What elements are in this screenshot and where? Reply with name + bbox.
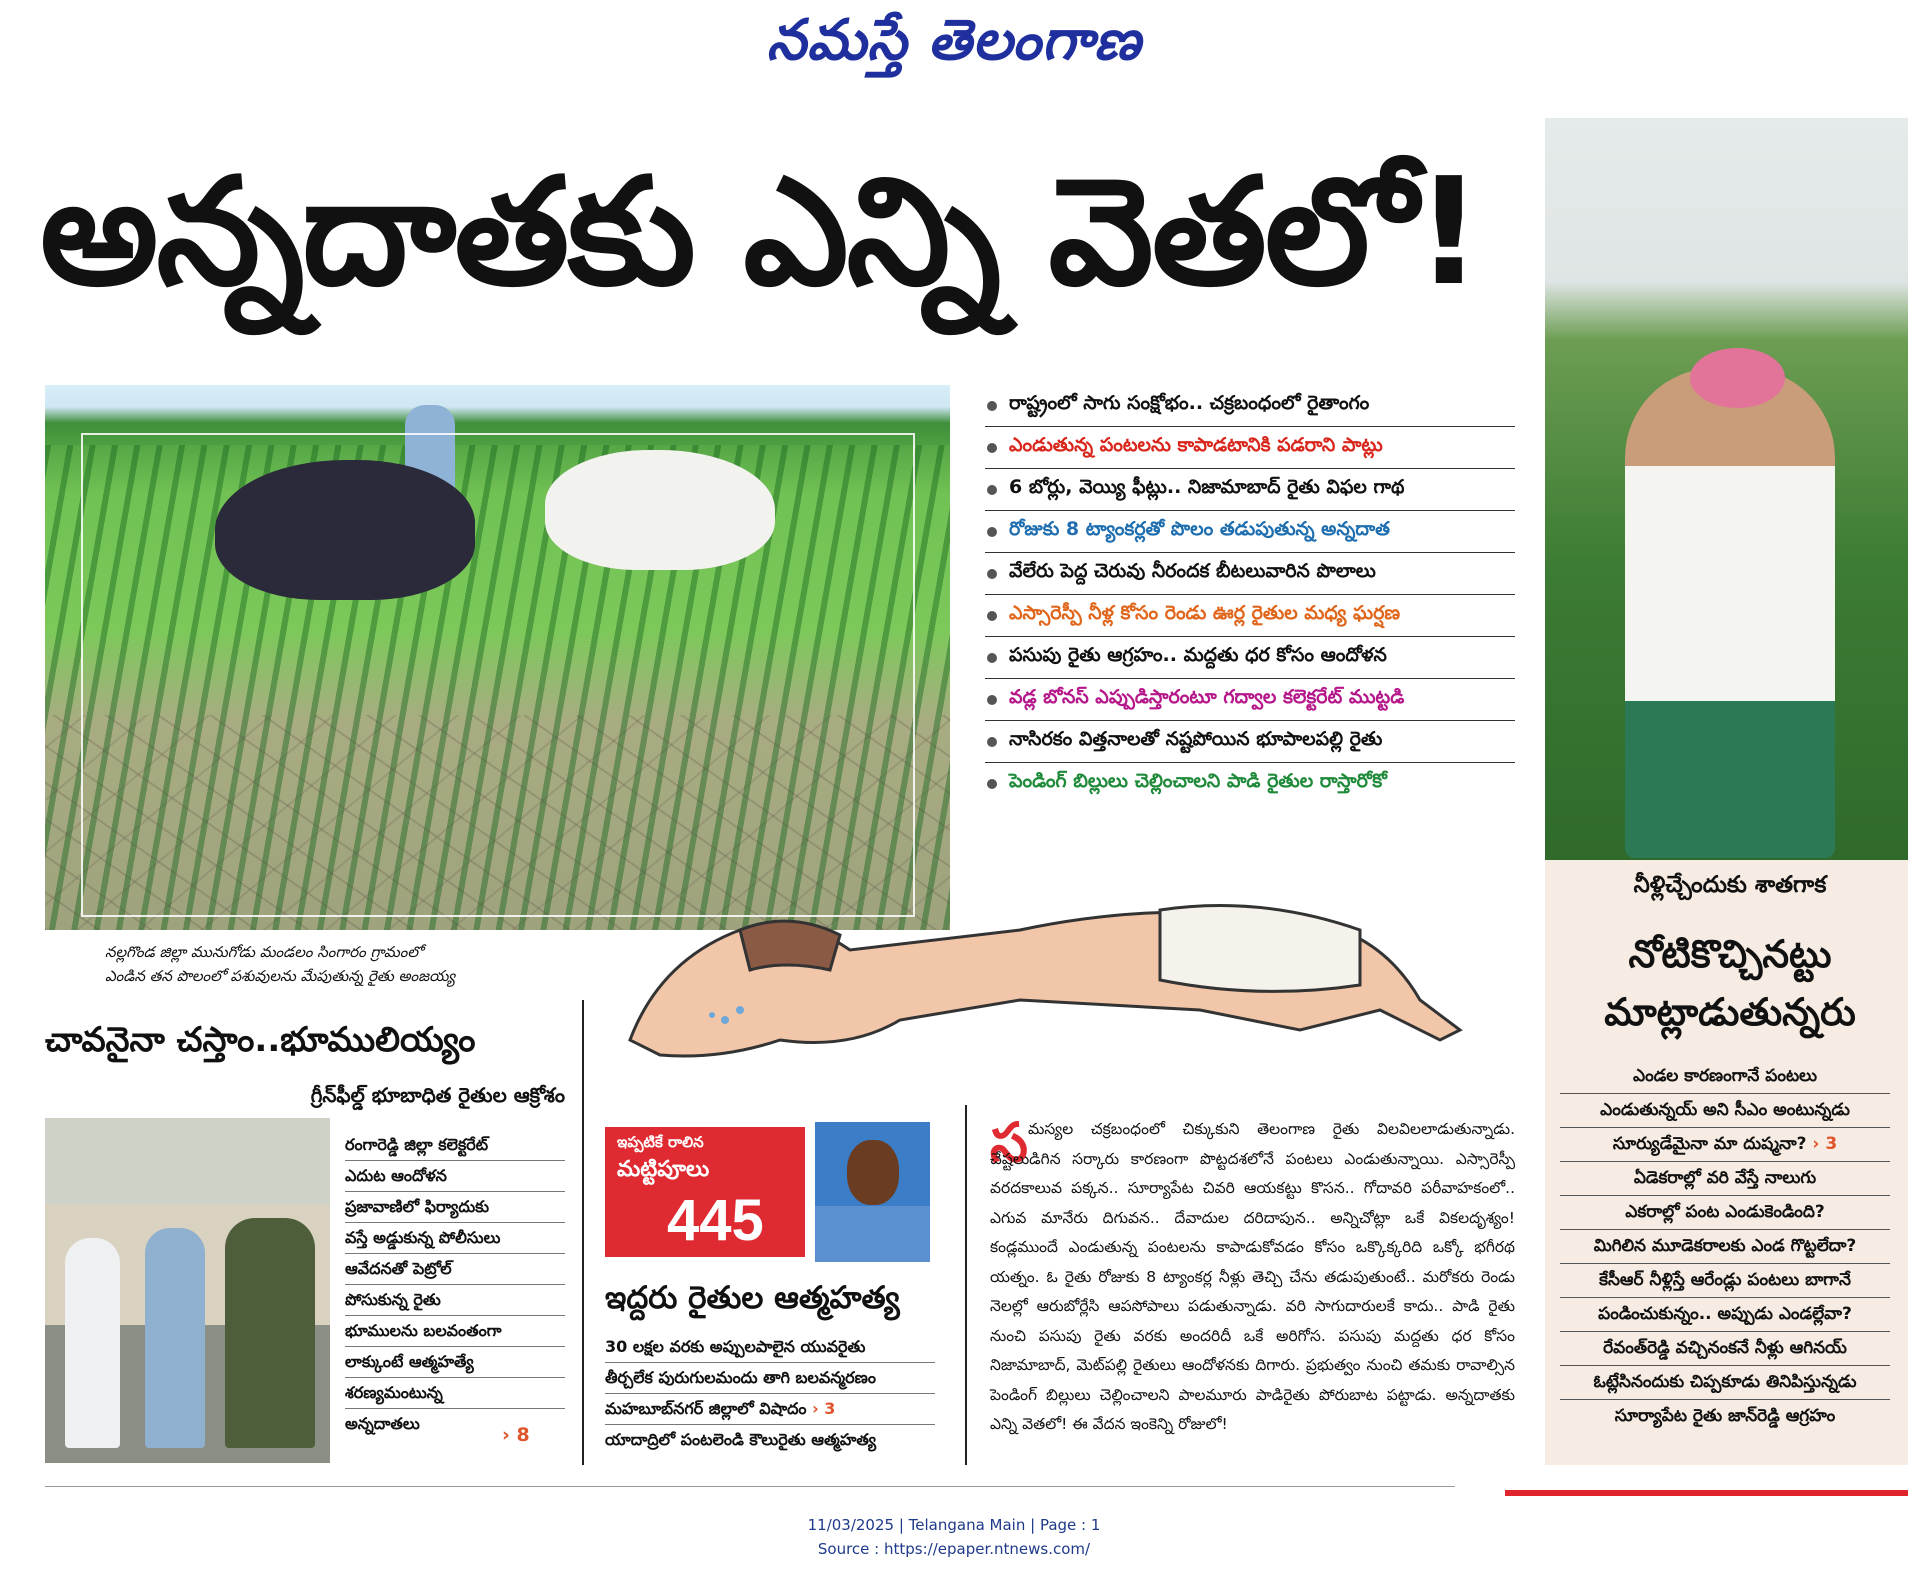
bullet-item: రోజుకు 8 ట్యాంకర్లతో పొలం తడుపుతున్న అన్నదాత [985, 511, 1515, 553]
story-line: ఎండల కారణంగానే పంటలు [1560, 1060, 1890, 1094]
newspaper-logo: నమస్తే తెలంగాణ [766, 8, 1142, 73]
drop-cap: స [990, 1111, 1028, 1174]
bullet-dot-icon [987, 695, 997, 705]
story-line: 30 లక్షల వరకు అప్పులపాలైన యువరైతు [605, 1332, 935, 1363]
bullet-item: ఎస్సారెస్పీ నీళ్ల కోసం రెండు ఊర్ల రైతుల మధ్య ఘర్షణ [985, 595, 1515, 637]
story-line: ప్రజావాణిలో ఫిర్యాదుకు [345, 1192, 565, 1223]
bullet-item: 6 బోర్లు, వెయ్యి ఫీట్లు.. నిజామాబాద్ రైతు విఫల గాథ [985, 469, 1515, 511]
farmer-cartoon-illustration [600, 890, 1500, 1070]
bullet-item: రాష్ట్రంలో సాగు సంక్షోభం.. చక్రబంధంలో రైతాంగం [985, 385, 1515, 427]
page-ref-link[interactable]: › 3 [1812, 1134, 1838, 1154]
story-line: ఏడెకరాల్లో వరి వేస్తే నాలుగు [1560, 1162, 1890, 1196]
bullet-item: ఎండుతున్న పంటలను కాపాడటానికి పడరాని పాట్లు [985, 427, 1515, 469]
bullet-dot-icon [987, 569, 997, 579]
bullet-item: పసుపు రైతు ఆగ్రహం.. మద్దతు ధర కోసం ఆందోళన [985, 637, 1515, 679]
story-line: పండించుకున్నం.. అప్పుడు ఎండల్లేవా? [1560, 1298, 1890, 1332]
story-line: ఎదుట ఆందోళన [345, 1161, 565, 1192]
bullet-dot-icon [987, 443, 997, 453]
right-story-points [1560, 1060, 1890, 1433]
left-story-subhead: గ్రీన్‌ఫీల్డ్ భూబాధిత రైతుల ఆక్రోశం [310, 1083, 565, 1107]
page-info: 11/03/2025 | Telangana Main | Page : 1 [807, 1516, 1101, 1534]
story-line: సూర్యుడేమైనా మా దుష్మనా? › 3 [1560, 1128, 1890, 1162]
page-ref-link[interactable]: › 3 [812, 1399, 836, 1418]
protest-photo [45, 1118, 330, 1463]
bullet-dot-icon [987, 653, 997, 663]
story-line: అన్నదాతలు [345, 1414, 420, 1433]
main-headline: అన్నదాతకు ఎన్ని వెతలో! [40, 146, 1481, 318]
right-story-kicker: నీళ్లిచ్చేందుకు శాతగాక [1633, 872, 1827, 898]
story-line: ఎకరాల్లో పంట ఎండుకెండింది? [1560, 1196, 1890, 1230]
footer-accent-rule [1505, 1490, 1908, 1496]
photo-caption [105, 940, 535, 988]
story-line: కేసీఆర్ నీళ్లిస్తే ఆరేండ్లు పంటలు బాగానే [1560, 1264, 1890, 1298]
lead-article-body: మస్యల చక్రబంధంలో చిక్కుకుని తెలంగాణ రైతు విలవిలలాడుతున్నాడు. చేష్టలుడిగిన సర్కారు కారణంగా పొట్టదశలోనే పంటలు ఎండుతున్నాయి. ఎస్సారెస్పీ వరదకాలువ పక్కన.. సూర్యాపేట చివరి ఆయకట్టు కొసన.. గోదావరి పరీవాహకంలో.. ఎగువ మానేరు దిగువన.. దేవాదుల దరిదాపున.. అన్నిచోట్లా ఒకే వికలదృశ్యం! కండ్లముందే ఎండుతున్న పంటలను కాపాడుకోవడం కోసం ఒక్కొక్కరిది ఒక్కో భగీరథ యత్నం. ఓ రైతు రోజుకు 8 ట్యాంకర్ల నీళ్లు తెచ్చి చేను తడుపుతుంటే.. మరోకరు రెండు నెలల్లో ఆరుబోర్లేసి ఆపసోపాలు పడుతున్నాడు. వరి సాగుదారులకే కాదు.. పాడి రైతు నుంచి పసుపు రైతు వరకు అందరిదీ ఒకే అరిగోస. పసుపు మద్దతు ధర కోసం నిజామాబాద్, మెట్‌పల్లి రైతులు ఆందోళనకు దిగారు. ప్రభుత్వం నుంచి తమకు రావాల్సిన పెండింగ్ బిల్లులు చెల్లించాలని పాలమూరు పాడిరైతు పోరుబాట పట్టాడు. అన్నదాతకు ఎన్ని వెతలో! ఈ వేదన ఇంకెన్ని రోజులో! [990, 1120, 1515, 1433]
farmer-portrait-photo [1545, 118, 1908, 860]
story-line: యాదాద్రిలో పంటలెండి కౌలురైతు ఆత్మహత్య [605, 1430, 877, 1449]
footer-rule [45, 1486, 1455, 1487]
bullet-dot-icon [987, 737, 997, 747]
story-line: లాక్కుంటే ఆత్మహత్యే [345, 1347, 565, 1378]
story-line: శరణ్యమంటున్న [345, 1378, 565, 1409]
story-line: మహబూబ్‌నగర్ జిల్లాలో విషాదం › 3 [605, 1394, 935, 1425]
story-line: మిగిలిన మూడెకరాలకు ఎండ గొట్టలేదా? [1560, 1230, 1890, 1264]
bullet-dot-icon [987, 401, 997, 411]
caption-line: ఎండిన తన పొలంలో పశువులను మేపుతున్న రైతు అంజయ్య [105, 967, 456, 985]
bullet-item: వేలేరు పెద్ద చెరువు నీరందక బీటలువారిన పొలాలు [985, 553, 1515, 595]
bullet-dot-icon [987, 527, 997, 537]
page-ref-link[interactable]: › 8 [502, 1424, 530, 1446]
suicide-count: 445 [667, 1188, 764, 1253]
caption-line: నల్లగొండ జిల్లా మునుగోడు మండలం సింగారం గ్రామంలో [105, 943, 423, 961]
story-line: ఆవేదనతో పెట్రోల్ [345, 1254, 565, 1285]
story-line: పోసుకున్న రైతు [345, 1285, 565, 1316]
column-divider [582, 1000, 584, 1465]
story-line: సూర్యాపేట రైతు జాన్‌రెడ్డి ఆగ్రహం [1614, 1406, 1836, 1426]
story-line: తీర్చలేక పురుగులమందు తాగి బలవన్మరణం [605, 1363, 935, 1394]
story-line: రేవంత్‌రెడ్డి వచ్చినంకనే నీళ్లు ఆగినయ్ [1560, 1332, 1890, 1366]
suicide-count-box: ఇప్పటికే రాలిన మట్టిపూలు 445 [605, 1127, 805, 1257]
bullet-dot-icon [987, 485, 997, 495]
bullet-item: పెండింగ్ బిల్లులు చెల్లించాలని పాడి రైతుల రాస్తారోకో [985, 763, 1515, 804]
bullet-dot-icon [987, 611, 997, 621]
source-link[interactable]: Source : https://epaper.ntnews.com/ [817, 1540, 1091, 1558]
bullet-item: వడ్ల బోనస్ ఎప్పుడిస్తారంటూ గద్వాల కలెక్టరేట్ ముట్టడి [985, 679, 1515, 721]
main-photo-field-cattle [45, 385, 950, 930]
right-story-headline: నోటికొచ్చినట్టు మాట్లాడుతున్నరు [1604, 932, 1856, 1034]
story-line: భూములను బలవంతంగా [345, 1316, 565, 1347]
column-divider [965, 1105, 967, 1465]
story-line: ఓట్లేసినందుకు చిప్పకూడు తినిపిస్తున్నడు [1560, 1366, 1890, 1400]
left-story-headline: చావనైనా చస్తాం..భూములియ్యం [45, 1020, 476, 1060]
suicide-story-headline: ఇద్దరు రైతుల ఆత్మహత్య [605, 1280, 900, 1316]
bullet-item: నాసిరకం విత్తనాలతో నష్టపోయిన భూపాలపల్లి రైతు [985, 721, 1515, 763]
left-story-points [345, 1130, 565, 1439]
story-line: రంగారెడ్డి జిల్లా కలెక్టరేట్ [345, 1130, 565, 1161]
story-line: వస్తే అడ్డుకున్న పోలీసులు [345, 1223, 565, 1254]
masthead [0, 0, 1908, 90]
suicide-story-points [605, 1332, 935, 1455]
victim-portrait [815, 1122, 930, 1262]
bullet-dot-icon [987, 779, 997, 789]
story-line: ఎండుతున్నయ్ అని సీఎం అంటున్నడు [1560, 1094, 1890, 1128]
bullet-list [985, 385, 1515, 804]
